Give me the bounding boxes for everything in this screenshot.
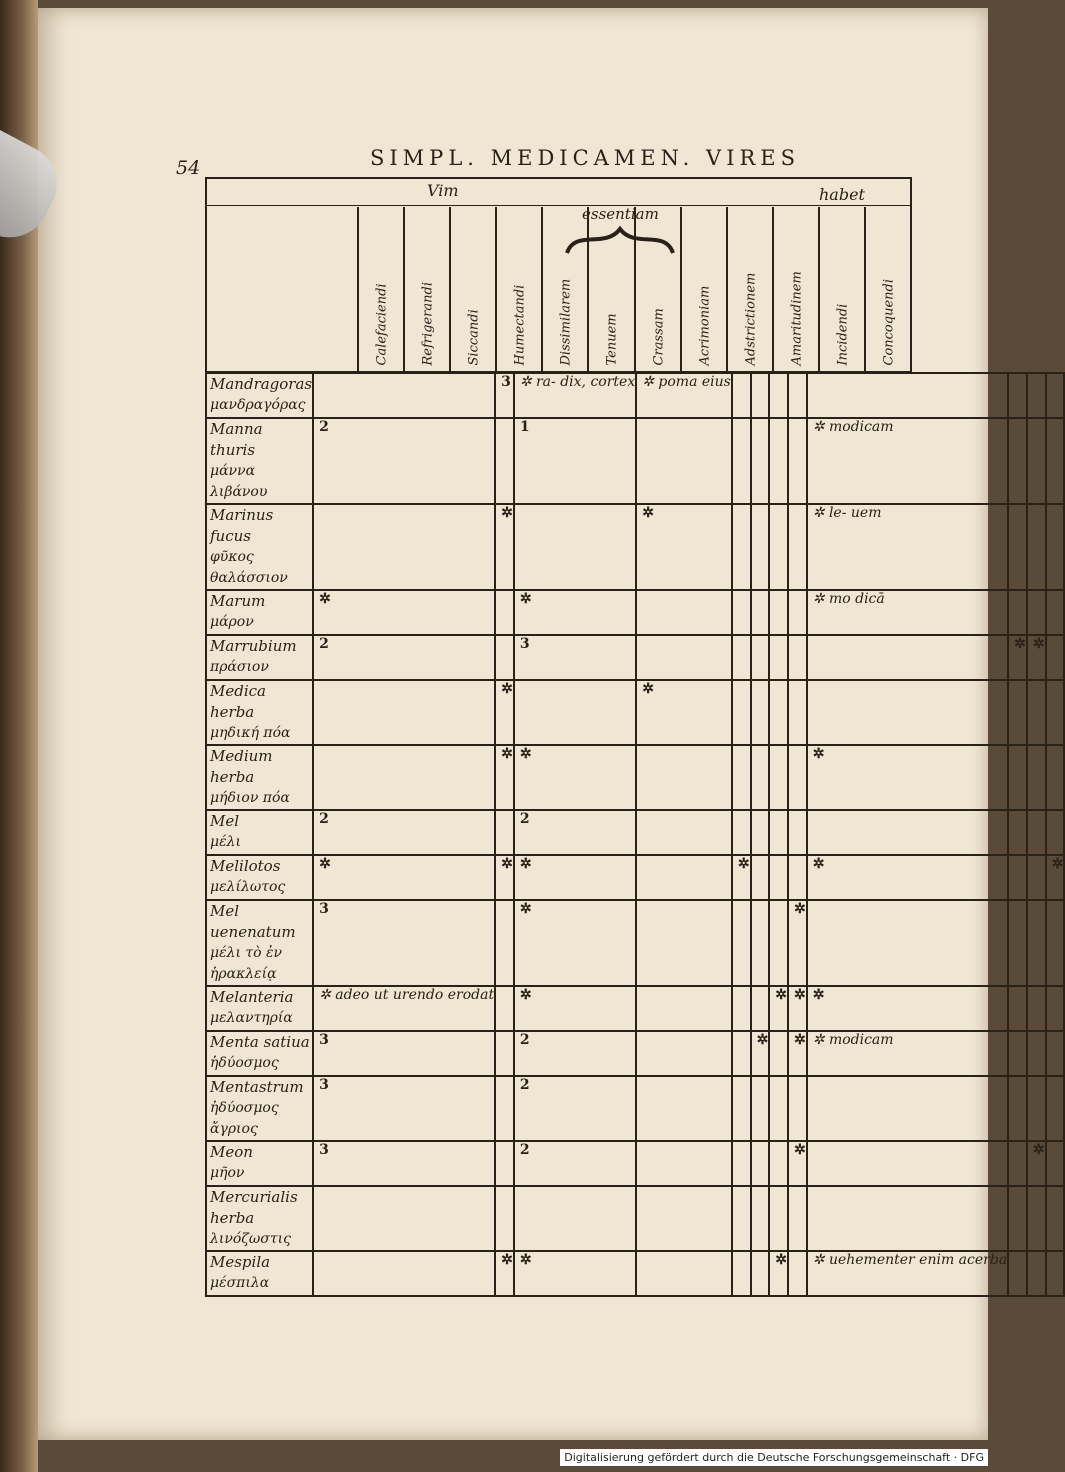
table-cell: ✲ bbox=[495, 855, 514, 900]
table-cell bbox=[1046, 373, 1065, 418]
table-cell bbox=[788, 745, 807, 810]
table-cell bbox=[495, 900, 514, 986]
table-row bbox=[206, 1186, 1064, 1251]
table-cell bbox=[1046, 680, 1065, 745]
header-habet: habet bbox=[819, 185, 865, 204]
substance-name bbox=[206, 1186, 313, 1251]
table-cell bbox=[1046, 504, 1065, 590]
table-cell bbox=[495, 1186, 514, 1251]
table-cell bbox=[495, 1076, 514, 1141]
table-cell: ✲ uehementer enim acerba bbox=[807, 1251, 1008, 1296]
column-header bbox=[818, 207, 866, 371]
table-cell: ✲ bbox=[495, 1251, 514, 1296]
column-header bbox=[403, 207, 451, 371]
table-cell bbox=[751, 590, 770, 635]
table-cell bbox=[807, 810, 1008, 855]
table-cell bbox=[732, 1031, 751, 1076]
table-cell bbox=[769, 504, 788, 590]
table-cell bbox=[751, 373, 770, 418]
column-header bbox=[726, 207, 774, 371]
table-cell bbox=[769, 810, 788, 855]
column-header bbox=[680, 207, 728, 371]
table-cell bbox=[1046, 986, 1065, 1031]
table-cell bbox=[1046, 900, 1065, 986]
table-cell bbox=[1008, 1186, 1027, 1251]
table-row bbox=[206, 1251, 1064, 1296]
column-header-label: Acrimoniam bbox=[697, 285, 713, 366]
table-cell bbox=[732, 810, 751, 855]
latin-name: Melanteria bbox=[210, 988, 294, 1006]
table-cell bbox=[495, 1141, 514, 1186]
table-cell bbox=[1008, 1076, 1027, 1141]
table-cell bbox=[732, 590, 751, 635]
greek-name: μάρον bbox=[210, 614, 254, 630]
table-cell: ✲ bbox=[1008, 635, 1027, 680]
substance-name bbox=[206, 1251, 313, 1296]
header-rule bbox=[207, 205, 910, 206]
latin-name: Marrubium bbox=[210, 637, 297, 655]
substance-name bbox=[206, 590, 313, 635]
table-cell: 2 bbox=[514, 1031, 636, 1076]
table-cell bbox=[514, 680, 636, 745]
greek-name: μῆον bbox=[210, 1165, 245, 1181]
table-cell bbox=[313, 745, 495, 810]
table-cell: ✲ poma eius bbox=[636, 373, 732, 418]
greek-name: μελαντηρία bbox=[210, 1010, 293, 1026]
table-cell: 3 bbox=[514, 635, 636, 680]
column-header-label: Tenuem bbox=[604, 313, 620, 366]
column-header-label: Humectandi bbox=[512, 284, 528, 366]
table-cell bbox=[1008, 1251, 1027, 1296]
table-cell: ✲ bbox=[1027, 635, 1046, 680]
substance-name bbox=[206, 373, 313, 418]
table-cell bbox=[788, 1186, 807, 1251]
table-cell bbox=[769, 373, 788, 418]
table-cell: ✲ bbox=[514, 855, 636, 900]
table-cell bbox=[751, 1141, 770, 1186]
column-header bbox=[541, 207, 589, 371]
header-vim: Vim bbox=[427, 181, 459, 200]
table-cell bbox=[788, 635, 807, 680]
greek-name: μανδραγόρας bbox=[210, 397, 306, 413]
table-cell bbox=[807, 1076, 1008, 1141]
table-cell bbox=[636, 1186, 732, 1251]
table-cell bbox=[1008, 900, 1027, 986]
table-cell: ✲ bbox=[636, 504, 732, 590]
column-header-label: Incidendi bbox=[835, 303, 851, 366]
substance-name bbox=[206, 418, 313, 504]
table-cell bbox=[751, 1076, 770, 1141]
table-cell bbox=[495, 590, 514, 635]
table-cell bbox=[769, 680, 788, 745]
table-cell bbox=[313, 1251, 495, 1296]
table-cell bbox=[1046, 635, 1065, 680]
table-cell bbox=[636, 900, 732, 986]
table-cell bbox=[751, 745, 770, 810]
table-cell bbox=[1046, 1141, 1065, 1186]
table-cell: 2 bbox=[313, 810, 495, 855]
table-cell bbox=[769, 745, 788, 810]
table-cell bbox=[751, 504, 770, 590]
greek-name: μηδική πόα bbox=[210, 725, 291, 741]
latin-name: Mercurialis herba bbox=[210, 1188, 298, 1227]
table-cell: ✲ bbox=[636, 680, 732, 745]
table-cell bbox=[769, 855, 788, 900]
table-cell: ✲ bbox=[807, 745, 1008, 810]
table-cell bbox=[751, 900, 770, 986]
table-cell bbox=[788, 855, 807, 900]
table-cell bbox=[788, 504, 807, 590]
table-cell: 3 bbox=[313, 1031, 495, 1076]
latin-name: Marinus fucus bbox=[210, 506, 274, 545]
table-row bbox=[206, 418, 1064, 504]
table-cell bbox=[1046, 590, 1065, 635]
table-cell: ✲ bbox=[788, 986, 807, 1031]
substance-name bbox=[206, 745, 313, 810]
substance-name bbox=[206, 986, 313, 1031]
table-cell: ✲ adeo ut urendo erodat bbox=[313, 986, 495, 1031]
table-cell bbox=[636, 810, 732, 855]
table-cell bbox=[636, 590, 732, 635]
table-cell bbox=[769, 1186, 788, 1251]
table-cell bbox=[1027, 680, 1046, 745]
table-cell bbox=[1027, 855, 1046, 900]
table-cell bbox=[1027, 590, 1046, 635]
table-cell: ✲ bbox=[514, 590, 636, 635]
table-cell: 3 bbox=[495, 373, 514, 418]
table-cell bbox=[807, 1186, 1008, 1251]
table-cell: ✲ bbox=[514, 1251, 636, 1296]
table-cell bbox=[788, 1251, 807, 1296]
substance-name bbox=[206, 680, 313, 745]
running-head: SIMPL. MEDICAMEN. VIRES bbox=[370, 146, 801, 170]
table-cell: ✲ bbox=[769, 1251, 788, 1296]
table-cell bbox=[751, 810, 770, 855]
table-cell bbox=[514, 1186, 636, 1251]
substance-name bbox=[206, 1076, 313, 1141]
latin-name: Mel uenenatum bbox=[210, 902, 296, 941]
table-row bbox=[206, 745, 1064, 810]
table-cell bbox=[769, 1031, 788, 1076]
table-cell: ✲ bbox=[514, 900, 636, 986]
table-cell bbox=[1008, 810, 1027, 855]
latin-name: Manna thuris bbox=[210, 420, 263, 459]
dfg-footer: Digitalisierung gefördert durch die Deutsche Forschungsgemeinschaft · DFG bbox=[560, 1449, 988, 1466]
table-cell bbox=[1046, 418, 1065, 504]
table-cell bbox=[1008, 855, 1027, 900]
table-row bbox=[206, 986, 1064, 1031]
latin-name: Marum bbox=[210, 592, 266, 610]
greek-name: μελίλωτος bbox=[210, 879, 286, 895]
table-cell bbox=[769, 590, 788, 635]
table-cell: ✲ bbox=[1027, 1141, 1046, 1186]
table-cell bbox=[1008, 680, 1027, 745]
table-cell: 2 bbox=[514, 810, 636, 855]
table-cell bbox=[807, 1141, 1008, 1186]
table-cell bbox=[495, 810, 514, 855]
greek-name: ἡδύοσμος bbox=[210, 1055, 279, 1071]
table-cell bbox=[807, 900, 1008, 986]
table-cell bbox=[1027, 1186, 1046, 1251]
table-cell: 2 bbox=[313, 418, 495, 504]
column-header bbox=[495, 207, 543, 371]
table-cell: ✲ bbox=[788, 900, 807, 986]
table-cell bbox=[807, 373, 1008, 418]
table-cell bbox=[807, 680, 1008, 745]
table-cell bbox=[751, 680, 770, 745]
table-cell bbox=[769, 635, 788, 680]
substance-name bbox=[206, 810, 313, 855]
table-row bbox=[206, 1141, 1064, 1186]
table-cell: ✲ bbox=[495, 680, 514, 745]
table-cell: ✲ bbox=[313, 590, 495, 635]
header-essentiam: essentiam bbox=[582, 205, 659, 223]
table-cell: 3 bbox=[313, 1141, 495, 1186]
column-header-label: Crassam bbox=[651, 308, 667, 366]
latin-name: Melilotos bbox=[210, 857, 281, 875]
greek-name: μάννα λιβάνου bbox=[210, 463, 268, 500]
substance-name bbox=[206, 855, 313, 900]
table-cell bbox=[636, 1031, 732, 1076]
substance-name bbox=[206, 1031, 313, 1076]
substance-name bbox=[206, 1141, 313, 1186]
column-header bbox=[772, 207, 820, 371]
table-cell bbox=[769, 900, 788, 986]
table-cell: ✲ bbox=[313, 855, 495, 900]
table-cell bbox=[732, 1141, 751, 1186]
table-cell: ✲ bbox=[732, 855, 751, 900]
table-cell bbox=[732, 1186, 751, 1251]
table-cell bbox=[732, 418, 751, 504]
page-number: 54 bbox=[176, 157, 201, 179]
table-cell bbox=[636, 1251, 732, 1296]
table-cell bbox=[636, 986, 732, 1031]
table-cell bbox=[495, 986, 514, 1031]
latin-name: Menta satiua bbox=[210, 1033, 310, 1051]
substance-name bbox=[206, 635, 313, 680]
greek-name: λινόζωστις bbox=[210, 1231, 291, 1247]
column-header bbox=[864, 207, 912, 371]
table-cell bbox=[1027, 1076, 1046, 1141]
table-row bbox=[206, 635, 1064, 680]
table-cell bbox=[732, 373, 751, 418]
greek-name: μέλι bbox=[210, 834, 241, 850]
greek-name: φῦκος θαλάσσιον bbox=[210, 549, 288, 586]
column-header-label: Adstrictionem bbox=[743, 272, 759, 366]
table-cell: ✲ modicam bbox=[807, 1031, 1008, 1076]
greek-name: ἡδύοσμος ἄγριος bbox=[210, 1100, 279, 1137]
virtues-table bbox=[205, 372, 1065, 1297]
column-header-label: Refrigerandi bbox=[420, 282, 436, 366]
table-cell bbox=[1027, 504, 1046, 590]
table-cell bbox=[732, 635, 751, 680]
table-row bbox=[206, 810, 1064, 855]
table-cell bbox=[788, 810, 807, 855]
table-cell bbox=[1008, 986, 1027, 1031]
table-cell bbox=[313, 373, 495, 418]
table-cell bbox=[751, 635, 770, 680]
substance-name bbox=[206, 504, 313, 590]
table-cell: ✲ bbox=[1046, 855, 1065, 900]
table-cell bbox=[751, 1186, 770, 1251]
table-cell bbox=[1027, 373, 1046, 418]
table-cell bbox=[1008, 1031, 1027, 1076]
table-cell: 2 bbox=[514, 1076, 636, 1141]
table-cell bbox=[732, 1251, 751, 1296]
table-cell bbox=[636, 418, 732, 504]
table-cell: ✲ bbox=[807, 855, 1008, 900]
table-row bbox=[206, 504, 1064, 590]
table-cell bbox=[751, 1251, 770, 1296]
table-cell: ✲ bbox=[495, 504, 514, 590]
table-cell bbox=[788, 590, 807, 635]
table-cell bbox=[751, 855, 770, 900]
table-cell bbox=[1046, 1251, 1065, 1296]
table-cell bbox=[1027, 810, 1046, 855]
latin-name: Medium herba bbox=[210, 747, 273, 786]
latin-name: Mandragoras bbox=[210, 375, 313, 393]
table-cell bbox=[1008, 373, 1027, 418]
table-cell: 3 bbox=[313, 900, 495, 986]
table-row bbox=[206, 680, 1064, 745]
table-cell bbox=[1027, 900, 1046, 986]
table-cell bbox=[495, 635, 514, 680]
table-cell bbox=[1027, 1031, 1046, 1076]
table-cell bbox=[1046, 745, 1065, 810]
table-cell bbox=[788, 418, 807, 504]
table-cell: ✲ modicam bbox=[807, 418, 1008, 504]
latin-name: Mel bbox=[210, 812, 240, 830]
table-cell bbox=[313, 1186, 495, 1251]
table-cell bbox=[1046, 1031, 1065, 1076]
table-cell bbox=[732, 680, 751, 745]
table-cell bbox=[769, 1076, 788, 1141]
table-cell bbox=[636, 745, 732, 810]
table-row bbox=[206, 373, 1064, 418]
column-header-label: Concoquendi bbox=[881, 279, 897, 366]
table-cell: ✲ bbox=[514, 745, 636, 810]
table-cell bbox=[636, 1076, 732, 1141]
table-cell: ✲ bbox=[788, 1031, 807, 1076]
table-cell bbox=[751, 986, 770, 1031]
table-cell bbox=[732, 745, 751, 810]
table-row bbox=[206, 590, 1064, 635]
table-cell: ✲ ra- dix, cortex bbox=[514, 373, 636, 418]
table-cell: 2 bbox=[313, 635, 495, 680]
table-header bbox=[205, 177, 912, 373]
table-cell bbox=[1008, 590, 1027, 635]
table-cell bbox=[1046, 810, 1065, 855]
table-cell bbox=[1008, 1141, 1027, 1186]
substance-name bbox=[206, 900, 313, 986]
table-cell bbox=[1027, 986, 1046, 1031]
latin-name: Meon bbox=[210, 1143, 253, 1161]
greek-name: μήδιον πόα bbox=[210, 790, 290, 806]
column-header-label: Calefaciendi bbox=[374, 283, 390, 366]
table-cell bbox=[769, 1141, 788, 1186]
table-cell bbox=[514, 504, 636, 590]
column-header-label: Amaritudinem bbox=[789, 271, 805, 366]
column-header-label: Siccandi bbox=[466, 309, 482, 366]
table-cell bbox=[1046, 1186, 1065, 1251]
table-cell bbox=[636, 855, 732, 900]
greek-name: μέσπιλα bbox=[210, 1275, 270, 1291]
table-cell bbox=[495, 418, 514, 504]
table-cell bbox=[807, 635, 1008, 680]
table-cell bbox=[1027, 745, 1046, 810]
table-row bbox=[206, 1031, 1064, 1076]
table-cell bbox=[1027, 1251, 1046, 1296]
column-header bbox=[449, 207, 497, 371]
table-cell bbox=[313, 680, 495, 745]
column-header-label: Dissimilarem bbox=[558, 278, 574, 366]
table-cell: 3 bbox=[313, 1076, 495, 1141]
latin-name: Medica herba bbox=[210, 682, 266, 721]
table-cell: ✲ bbox=[514, 986, 636, 1031]
table-cell bbox=[1027, 418, 1046, 504]
table-cell bbox=[788, 1076, 807, 1141]
greek-name: πράσιον bbox=[210, 659, 269, 675]
table-cell: ✲ le- uem bbox=[807, 504, 1008, 590]
table-cell: ✲ bbox=[769, 986, 788, 1031]
table-cell bbox=[732, 900, 751, 986]
latin-name: Mespila bbox=[210, 1253, 271, 1271]
table-cell bbox=[788, 680, 807, 745]
table-cell bbox=[1008, 504, 1027, 590]
table-cell bbox=[636, 635, 732, 680]
table-cell bbox=[1008, 745, 1027, 810]
table-cell bbox=[1008, 418, 1027, 504]
table-cell bbox=[636, 1141, 732, 1186]
table-cell bbox=[769, 418, 788, 504]
table-cell: 2 bbox=[514, 1141, 636, 1186]
table-cell: 1 bbox=[514, 418, 636, 504]
table-cell: ✲ bbox=[751, 1031, 770, 1076]
table-cell: ✲ bbox=[788, 1141, 807, 1186]
table-row bbox=[206, 1076, 1064, 1141]
column-header bbox=[357, 207, 405, 371]
column-header bbox=[587, 207, 635, 371]
table-cell bbox=[751, 418, 770, 504]
table-cell: ✲ mo dicā bbox=[807, 590, 1008, 635]
table-cell bbox=[495, 1031, 514, 1076]
table-cell bbox=[732, 986, 751, 1031]
table-cell: ✲ bbox=[807, 986, 1008, 1031]
table-cell: ✲ bbox=[495, 745, 514, 810]
table-row bbox=[206, 900, 1064, 986]
table-cell bbox=[313, 504, 495, 590]
greek-name: μέλι τὸ ἐν ἡρακλείᾳ bbox=[210, 945, 283, 982]
table-cell bbox=[732, 504, 751, 590]
table-cell bbox=[732, 1076, 751, 1141]
table-cell bbox=[788, 373, 807, 418]
column-header bbox=[634, 207, 682, 371]
table-cell bbox=[1046, 1076, 1065, 1141]
latin-name: Mentastrum bbox=[210, 1078, 304, 1096]
table-row bbox=[206, 855, 1064, 900]
